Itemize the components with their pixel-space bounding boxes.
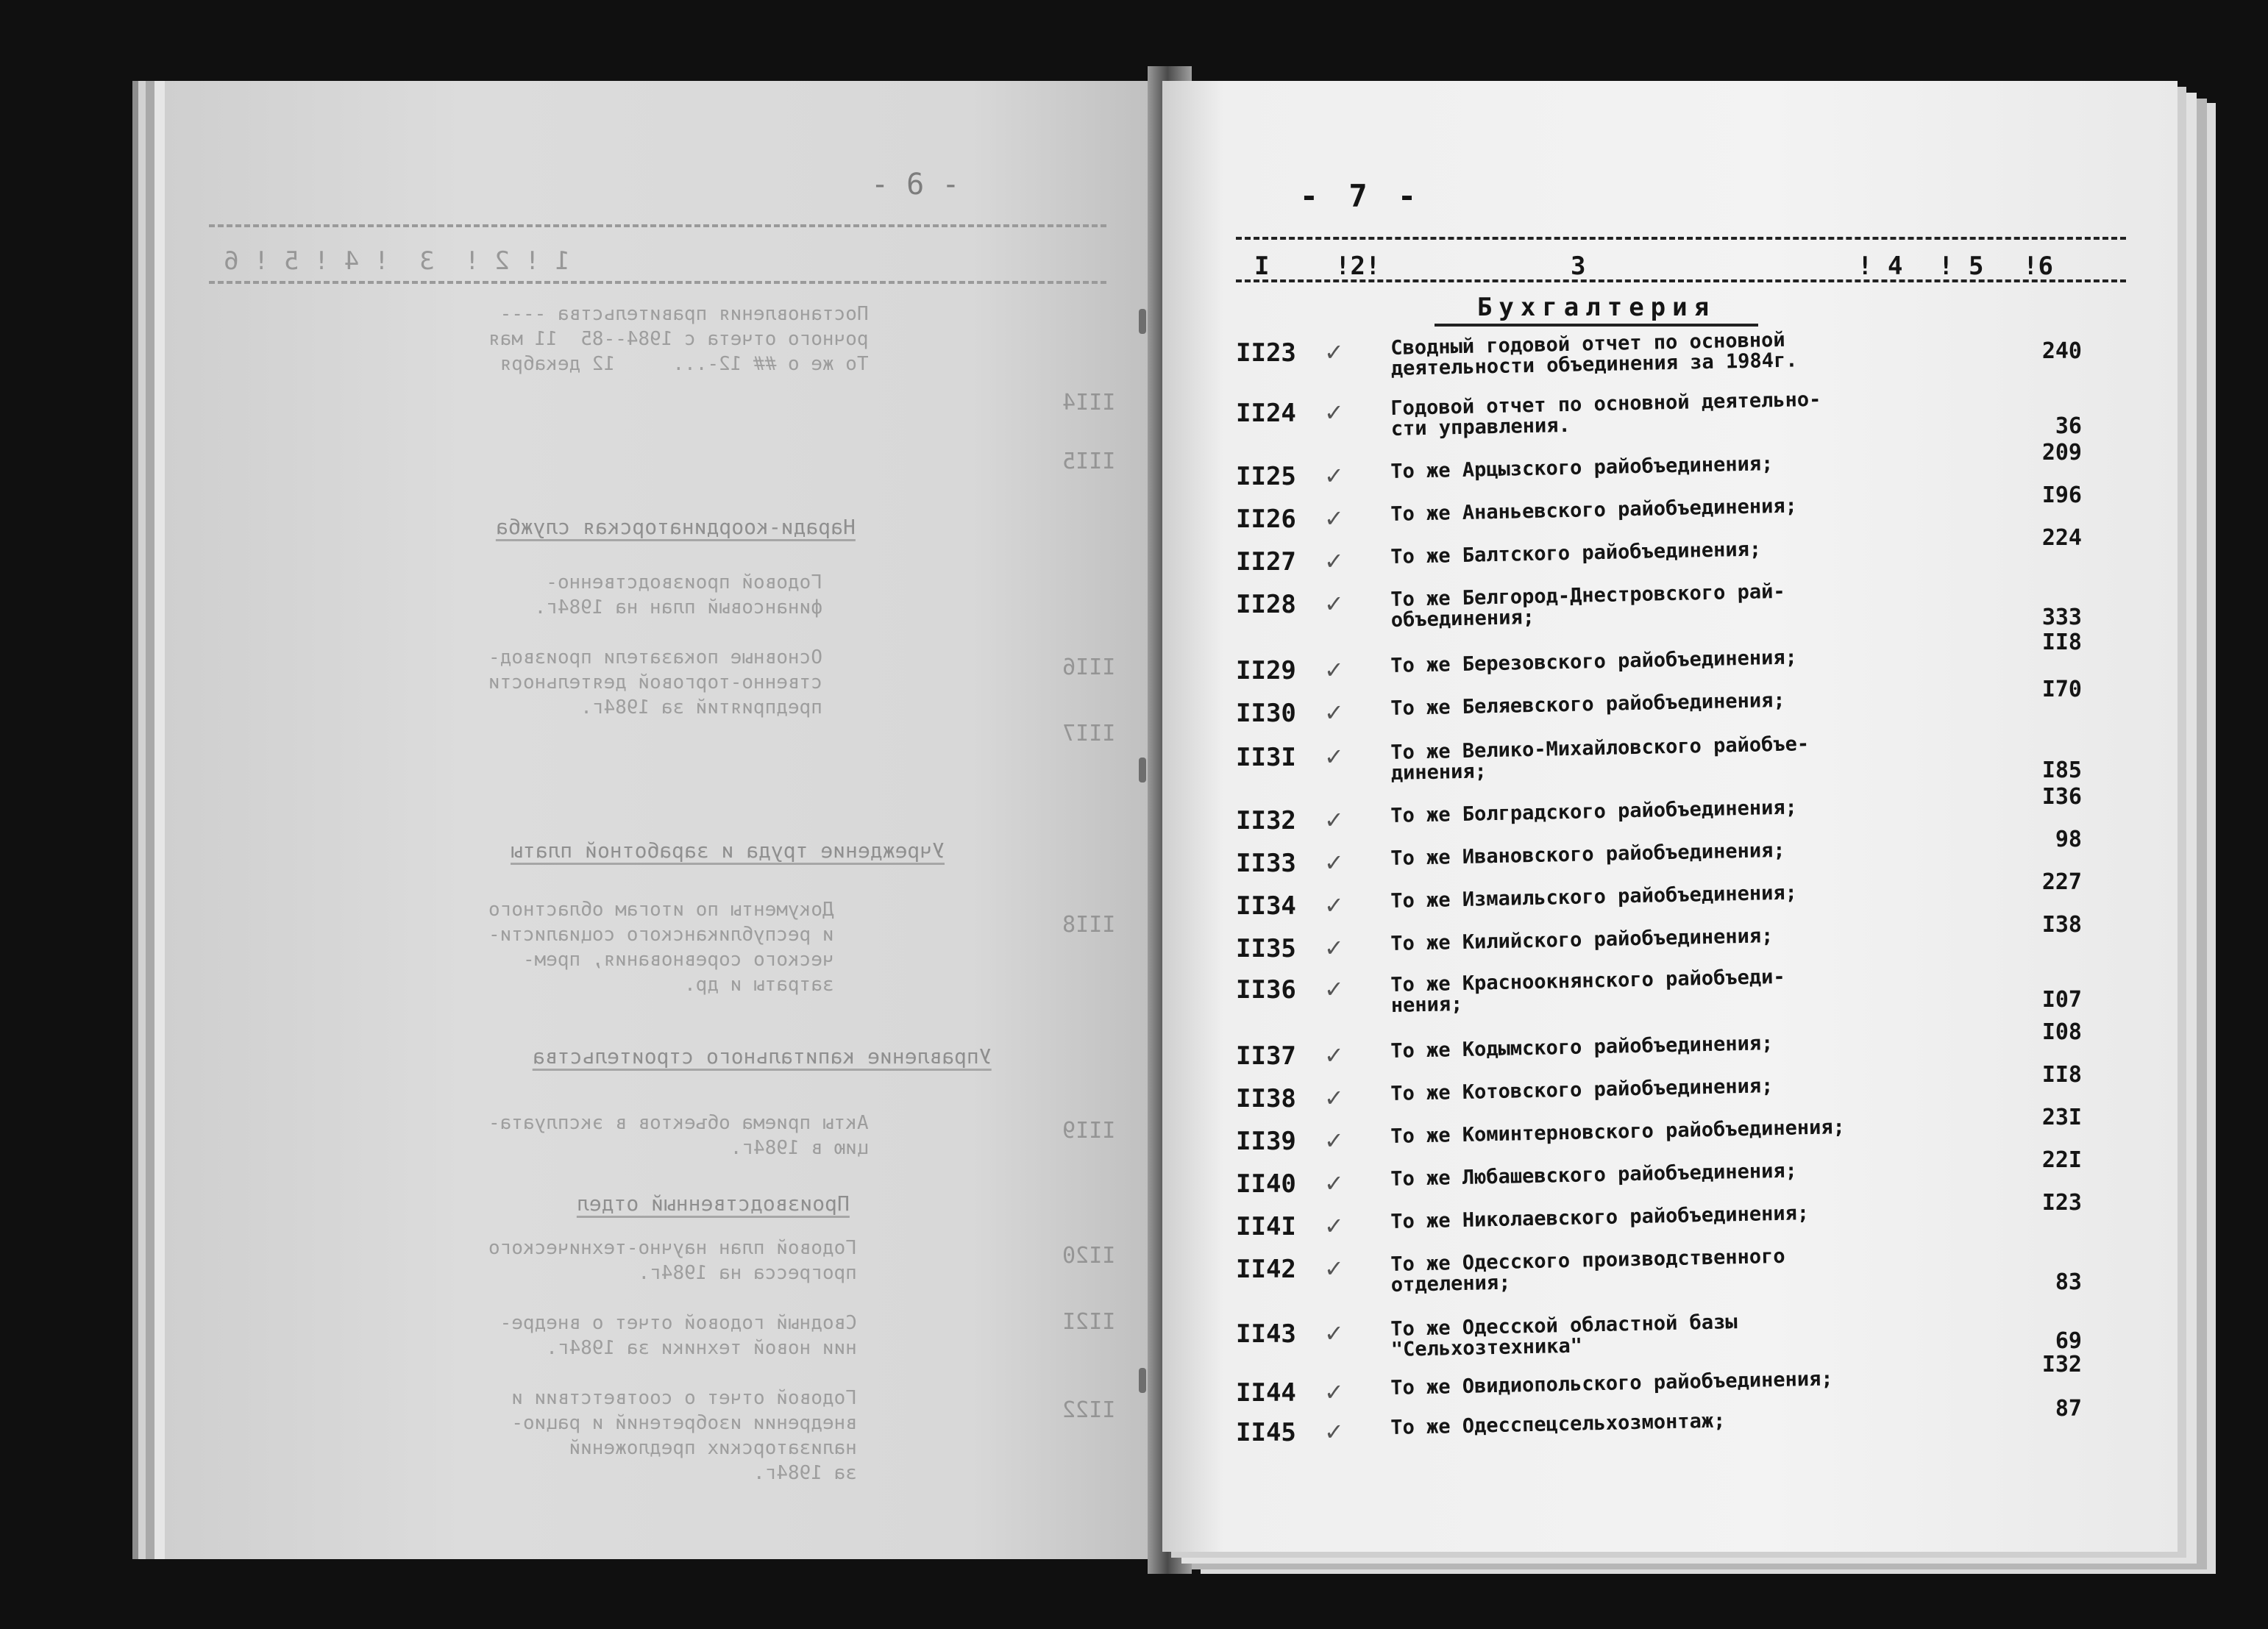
left-ghost-num: III8 (1062, 912, 1116, 938)
item-description: То же Болградского райобъединения; (1390, 796, 1798, 827)
page-number: - 7 - (1299, 178, 1423, 214)
item-number: II24 (1236, 399, 1296, 428)
checkmark-icon: ✓ (1324, 338, 1344, 366)
left-ghost-heading: Управление капитального строительства (533, 1044, 992, 1071)
sheet-count: 23I (2041, 1105, 2082, 1130)
checkmark-icon: ✓ (1324, 462, 1344, 490)
left-ghost-text: Документы по итогам областного и республиканского социалисти- ческого соревнования, прем- затраты и др. (488, 899, 834, 996)
sheet-count: 69 (2055, 1328, 2082, 1354)
item-number: II39 (1236, 1127, 1296, 1156)
sheet-count: I32 (2041, 1352, 2082, 1377)
item-number: II26 (1236, 505, 1296, 534)
item-description: То же Любашевского райобъединения; (1390, 1159, 1798, 1191)
left-page-number: - 6 - (871, 168, 960, 202)
checkmark-icon: ✓ (1324, 1378, 1344, 1406)
left-ghost-num: III4 (1062, 390, 1116, 416)
item-number: II27 (1236, 547, 1296, 577)
item-number: II43 (1236, 1319, 1296, 1349)
sheet-count: I23 (2041, 1190, 2082, 1216)
checkmark-icon: ✓ (1324, 743, 1344, 771)
sheet-count: 83 (2055, 1269, 2082, 1295)
item-description: Сводный годовой отчет по основной деятельности объединения за 1984г. (1390, 328, 1798, 380)
left-ghost-num: III9 (1062, 1118, 1116, 1144)
binding-thread (1139, 309, 1146, 334)
item-number: II38 (1236, 1084, 1296, 1113)
item-number: II44 (1236, 1378, 1296, 1408)
item-description: То же Котовского райобъединения; (1390, 1074, 1774, 1105)
sheet-count: I70 (2041, 677, 2082, 702)
right-page (1162, 81, 2178, 1552)
left-page (154, 81, 1173, 1559)
sheet-count: I08 (2041, 1019, 2082, 1045)
section-title: Бухгалтерия (1435, 293, 1758, 327)
checkmark-icon: ✓ (1324, 1418, 1344, 1446)
sheet-count: 240 (2041, 338, 2082, 364)
sheet-count: II8 (2041, 630, 2082, 655)
checkmark-icon: ✓ (1324, 1084, 1344, 1112)
item-description: То же Килийского райобъединения; (1390, 924, 1774, 955)
sheet-count: 227 (2041, 869, 2082, 895)
item-number: II40 (1236, 1169, 1296, 1199)
checkmark-icon: ✓ (1324, 505, 1344, 532)
item-number: II29 (1236, 656, 1296, 685)
left-ghost-heading: Наради-координаторская служба (496, 515, 856, 541)
checkmark-icon: ✓ (1324, 399, 1344, 427)
item-description: То же Беляевского райобъединения; (1390, 688, 1785, 720)
left-ghost-num: II22 (1062, 1397, 1116, 1423)
left-ghost-text: Годовой план научно-технического прогресса на 1984г. Сводный годовой отчет о внедре- нии новой техники за 1984г. Годовой отчет о соответствии и внедрении изобретений и рацио- нализаторских предложений за 1984г. (488, 1237, 857, 1484)
item-description: То же Одесской областной базы "Сельхозтехника" (1390, 1311, 1738, 1361)
item-number: II32 (1236, 806, 1296, 835)
item-number: II36 (1236, 975, 1296, 1005)
checkmark-icon: ✓ (1324, 975, 1344, 1003)
column-header-4: ! 4 (1858, 252, 1903, 281)
left-ghost-heading: Производственный отдел (577, 1191, 850, 1218)
column-header-5: ! 5 (1938, 252, 1984, 281)
checkmark-icon: ✓ (1324, 1212, 1344, 1240)
checkmark-icon: ✓ (1324, 1255, 1344, 1283)
column-header-3: 3 (1571, 252, 1586, 281)
item-number: II25 (1236, 462, 1296, 491)
item-number: II23 (1236, 338, 1296, 368)
checkmark-icon: ✓ (1324, 1169, 1344, 1197)
sheet-count: 36 (2055, 413, 2082, 439)
left-ghost-num: II2I (1062, 1309, 1116, 1335)
table-rule-top (1236, 237, 2126, 240)
sheet-count: 209 (2041, 440, 2082, 466)
sheet-count: 22I (2041, 1147, 2082, 1173)
item-description: То же Березовского райобъединения; (1390, 646, 1798, 677)
left-rule-top (209, 224, 1106, 227)
sheet-count: I85 (2041, 758, 2082, 783)
sheet-count: 333 (2041, 605, 2082, 630)
checkmark-icon: ✓ (1324, 656, 1344, 684)
checkmark-icon: ✓ (1324, 849, 1344, 877)
item-description: То же Белгород-Днестровского рай- объединения; (1390, 580, 1785, 632)
left-ghost-num: III5 (1062, 449, 1116, 474)
item-number: II4I (1236, 1212, 1296, 1241)
item-description: То же Красноокнянского райобъеди- нения; (1390, 965, 1785, 1017)
left-ghost-num: III7 (1062, 721, 1116, 746)
column-header-2: !2! (1335, 252, 1381, 281)
left-ghost-num: II20 (1062, 1243, 1116, 1269)
item-description: То же Николаевского райобъединения; (1390, 1202, 1810, 1233)
item-number: II33 (1236, 849, 1296, 878)
left-column-header: 1 ! 2 ! 3 ! 4 ! 5 ! 6 (224, 246, 570, 276)
item-description: То же Одесспецсельхозмонтаж; (1390, 1409, 1726, 1439)
item-number: II37 (1236, 1041, 1296, 1071)
left-ghost-num: III6 (1062, 655, 1116, 680)
checkmark-icon: ✓ (1324, 1041, 1344, 1069)
table-rule-header (1236, 279, 2126, 282)
left-rule-header (209, 281, 1106, 284)
sheet-count: 224 (2041, 525, 2082, 551)
checkmark-icon: ✓ (1324, 934, 1344, 962)
left-ghost-text: Постановления правительства ---- рочного отчета с 1984--85 11 мая То же о ## 12-... 12 декабря (488, 303, 869, 375)
checkmark-icon: ✓ (1324, 1127, 1344, 1155)
checkmark-icon: ✓ (1324, 891, 1344, 919)
item-description: То же Велико-Михайловского райобъе- динения; (1390, 732, 1810, 785)
binding-thread (1139, 758, 1146, 783)
column-header-6: !6 (2023, 252, 2053, 281)
item-number: II35 (1236, 934, 1296, 963)
sheet-count: I07 (2041, 987, 2082, 1013)
item-description: То же Арцызского райобъединения; (1390, 452, 1774, 483)
item-description: То же Ананьевского райобъединения; (1390, 494, 1798, 526)
sheet-count: I36 (2041, 784, 2082, 810)
item-number: II34 (1236, 891, 1296, 921)
checkmark-icon: ✓ (1324, 1319, 1344, 1347)
checkmark-icon: ✓ (1324, 806, 1344, 834)
item-description: Годовой отчет по основной деятельно- сти управления. (1390, 388, 1821, 441)
checkmark-icon: ✓ (1324, 547, 1344, 575)
item-description: То же Коминтерновского райобъединения; (1390, 1116, 1846, 1148)
sheet-count: 98 (2055, 827, 2082, 852)
item-number: II45 (1236, 1418, 1296, 1447)
item-description: То же Овидиопольского райобъединения; (1390, 1367, 1833, 1400)
left-ghost-text: Акты приема объектов в эксплуата- цию в 1984г. (488, 1112, 869, 1159)
left-ghost-heading: Учреждение труда и заработной платы (511, 838, 945, 865)
sheet-count: 87 (2055, 1396, 2082, 1422)
sheet-count: II8 (2041, 1062, 2082, 1088)
item-number: II30 (1236, 699, 1296, 728)
sheet-count: I96 (2041, 482, 2082, 508)
item-number: II3I (1236, 743, 1296, 772)
column-header-1: I (1254, 252, 1270, 281)
item-description: То же Измаильского райобъединения; (1390, 881, 1798, 913)
sheet-count: I38 (2041, 912, 2082, 938)
binding-thread (1139, 1368, 1146, 1393)
item-number: II42 (1236, 1255, 1296, 1284)
item-number: II28 (1236, 590, 1296, 619)
left-ghost-text: Годовой производственно- финансовый план на 1984г. Основные показатели производ- ственно-торговой деятельности предприятий за 1984г. (488, 571, 822, 719)
item-description: То же Балтского райобъединения; (1390, 538, 1762, 568)
checkmark-icon: ✓ (1324, 590, 1344, 618)
item-description: То же Одесского производственного отделения; (1390, 1244, 1785, 1297)
item-description: То же Ивановского райобъединения; (1390, 838, 1785, 870)
checkmark-icon: ✓ (1324, 699, 1344, 727)
item-description: То же Кодымского райобъединения; (1390, 1032, 1774, 1063)
